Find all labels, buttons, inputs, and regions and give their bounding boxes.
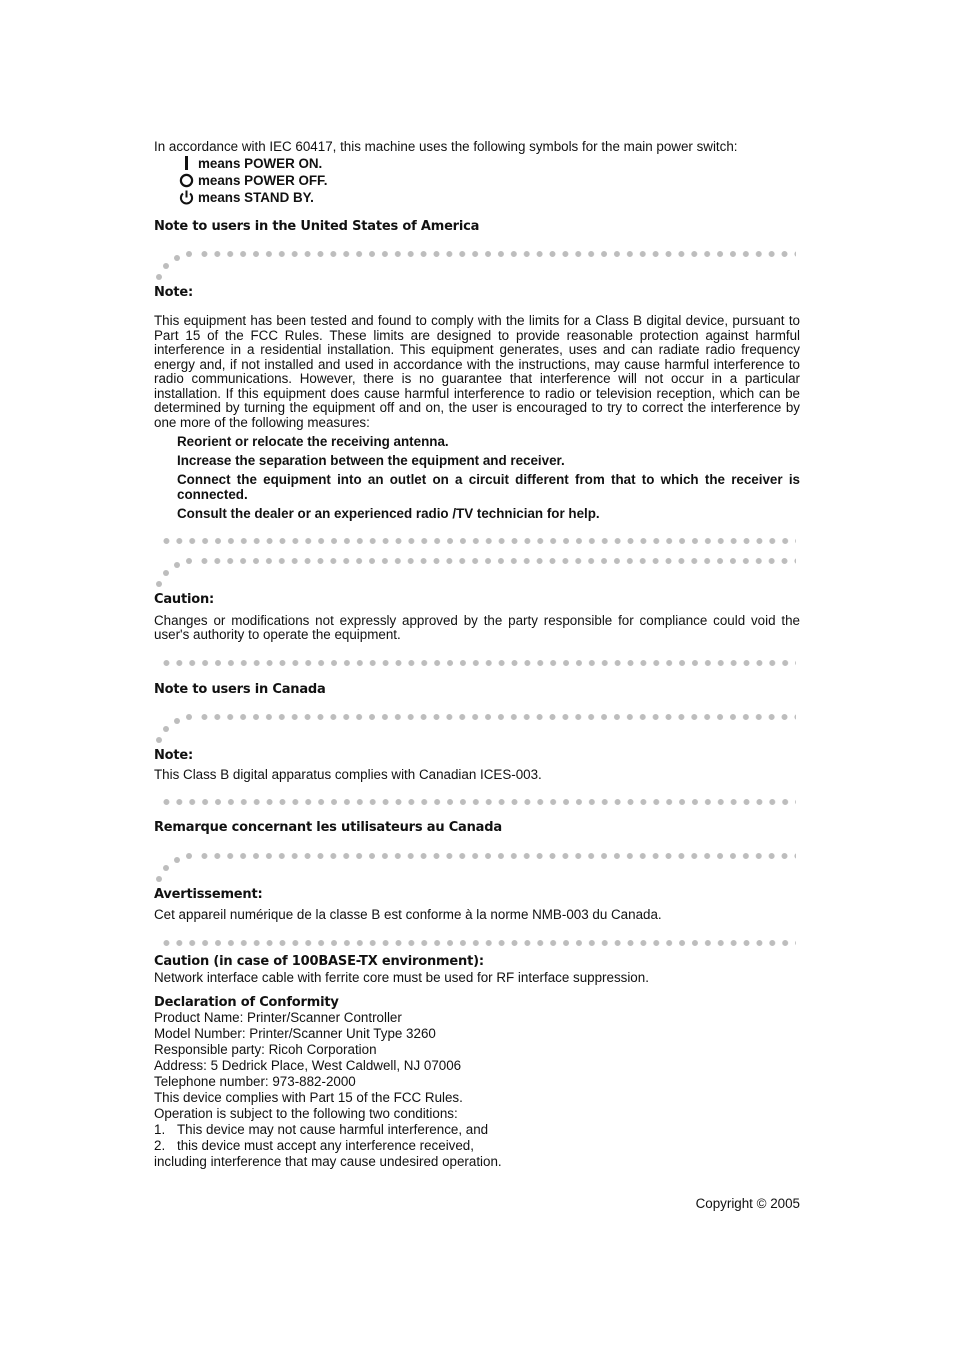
symbol-item-standby — [178, 189, 800, 206]
declaration-line: Address: 5 Dedrick Place, West Caldwell, NJ 07006 — [154, 1058, 462, 1073]
caution-100base-heading: Caution (in case of 100BASE-TX environment): — [154, 953, 484, 969]
dotted-divider — [154, 658, 800, 668]
measures-list — [177, 435, 800, 521]
symbol-label: means STAND BY. — [198, 190, 314, 205]
intro-text: In accordance with IEC 60417, this machine uses the following symbols for the main power switch: — [154, 139, 738, 154]
declaration-line: Telephone number: 973-882-2000 — [154, 1074, 356, 1089]
dotted-divider — [154, 853, 800, 887]
canada-fr-heading: Remarque concernant les utilisateurs au Canada — [154, 820, 502, 835]
caution-label: Caution: — [154, 591, 215, 607]
condition-number: 1. — [154, 1122, 166, 1137]
dotted-divider — [154, 558, 800, 592]
caution-100base-text: Network interface cable with ferrite core must be used for RF interface suppression. — [154, 969, 649, 985]
declaration-line: Model Number: Printer/Scanner Unit Type 3260 — [154, 1026, 436, 1041]
declaration-line: This device complies with Part 15 of the FCC Rules. — [154, 1090, 463, 1105]
dotted-divider — [154, 938, 800, 948]
us-heading: Note to users in the United States of America — [154, 219, 480, 234]
symbol-label: means POWER ON. — [198, 156, 323, 171]
declaration-line: Responsible party: Ricoh Corporation — [154, 1042, 377, 1057]
symbol-label: means POWER OFF. — [198, 173, 328, 188]
canada-note-text: This Class B digital apparatus complies with Canadian ICES-003. — [154, 766, 542, 782]
condition-text: This device may not cause harmful interference, and — [177, 1122, 489, 1137]
note-label: Note: — [154, 747, 194, 763]
dotted-divider — [154, 536, 800, 546]
condition-text: this device must accept any interference received, — [177, 1138, 474, 1153]
document-page — [154, 138, 800, 1211]
declaration-line: Product Name: Printer/Scanner Controller — [154, 1010, 402, 1025]
list-item: Connect the equipment into an outlet on a circuit different from that to which the receiver is connected. — [177, 472, 800, 502]
condition-item — [154, 1122, 800, 1138]
declaration-line: Operation is subject to the following two conditions: — [154, 1106, 458, 1121]
canada-fr-text: Cet appareil numérique de la classe B est conforme à la norme NMB-003 du Canada. — [154, 907, 662, 922]
dotted-divider — [154, 797, 800, 807]
standby-icon — [178, 190, 196, 205]
list-item: Reorient or relocate the receiving antenna. — [177, 434, 449, 449]
fcc-note-text: This equipment has been tested and found to comply with the limits for a Class B digital device, pursuant to Part 15 of the FCC Rules. These limits are designed to provide reasonable protection against harmful interference in a residential installation. This equipment generates, uses and can radiate radio frequency energy and, if not installed and used in accordance with the instructions, may cause harmful interference to radio communications. However, there is no guarantee that interference will not occur in a particular installation. If this equipment does cause harmful interference to radio or television reception, which can be determined by turning the equipment off and on, the user is encouraged to try to correct the interference by one more of the following measures: — [154, 313, 800, 430]
declaration-closing: including interference that may cause undesired operation. — [154, 1154, 502, 1169]
power-on-icon — [178, 156, 196, 171]
canada-heading: Note to users in Canada — [154, 681, 326, 697]
note-label: Note: — [154, 285, 194, 300]
power-symbol-list — [178, 155, 800, 206]
list-item: Increase the separation between the equipment and receiver. — [177, 453, 565, 468]
symbol-item-power-on — [178, 155, 800, 172]
power-off-icon — [178, 173, 196, 188]
condition-number: 2. — [154, 1138, 166, 1153]
symbol-item-power-off — [178, 172, 800, 189]
declaration-heading: Declaration of Conformity — [154, 995, 339, 1010]
dotted-divider — [154, 251, 800, 285]
dotted-divider — [154, 714, 800, 748]
condition-item — [154, 1138, 800, 1154]
list-item: Consult the dealer or an experienced radio /TV technician for help. — [177, 505, 600, 521]
caution-text: Changes or modifications not expressly approved by the party responsible for compliance could void the user's authority to operate the equipment. — [154, 612, 800, 642]
avertissement-label: Avertissement: — [154, 887, 263, 902]
copyright: Copyright © 2005 — [695, 1196, 800, 1211]
